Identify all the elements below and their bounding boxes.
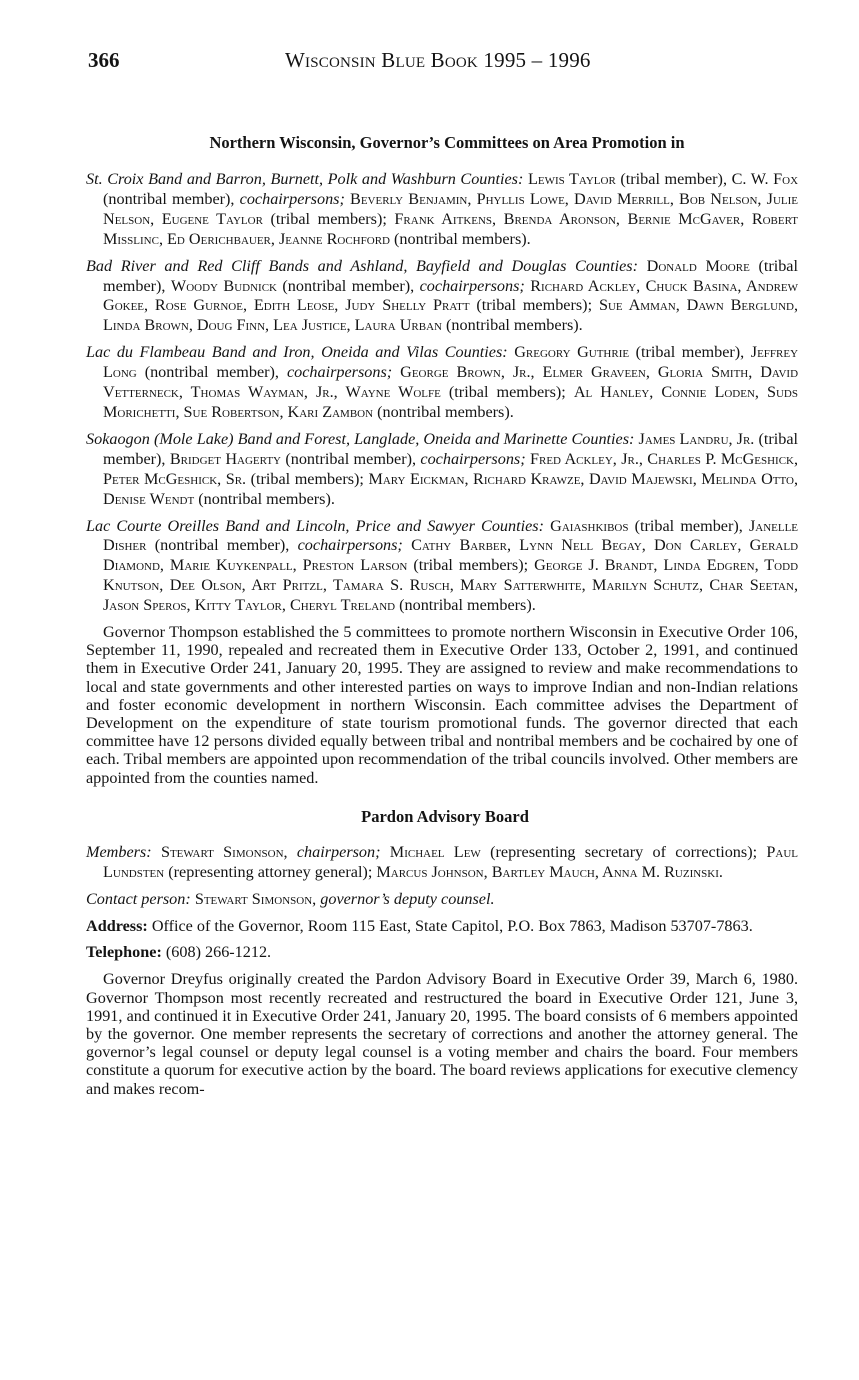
chair-role: (tribal member),: [635, 343, 745, 362]
contact-title: governor’s deputy counsel.: [320, 889, 495, 908]
cochair-label: cochairpersons;: [419, 276, 525, 295]
chair-name: Lewis Taylor: [527, 170, 616, 188]
chair-name: Bridget Hagerty: [169, 449, 281, 468]
tribal-members: Fred Ackley, Jr., Charles P. McGeshick, Peter McGeshick, Sr.: [103, 449, 799, 488]
committee-entry: [86, 430, 798, 510]
chair-role: (nontribal member),: [282, 276, 415, 295]
section-title-northern-wisconsin: Northern Wisconsin, Governor’s Committees on Area Promotion in: [209, 133, 685, 152]
chair-name: James Landru, Jr.: [638, 429, 755, 448]
pardon-telephone: [86, 943, 798, 963]
nontribal-members: Frank Aitkens, Brenda Aronson, Bernie McGaver, Robert Misslinc, Ed Oerichbauer, Jeanne Rochford: [103, 209, 799, 248]
nontribal-suffix: (nontribal members).: [394, 229, 531, 248]
telephone-value: (608) 266-1212.: [165, 943, 272, 962]
chair-role: (tribal member),: [103, 429, 799, 468]
chair-role: (nontribal member),: [144, 363, 279, 382]
cochair-label: cochairpersons;: [420, 449, 526, 468]
telephone-label: Telephone:: [86, 943, 162, 962]
chair-name: Stewart Simonson,: [160, 842, 288, 861]
committee-entry: [86, 257, 798, 337]
running-title: Wisconsin Blue Book 1995 – 1996: [285, 48, 591, 72]
chair-name: Gregory Guthrie: [514, 343, 630, 362]
committee-label: Sokaogon (Mole Lake) Band and Forest, Langlade, Oneida and Marinette Counties:: [86, 429, 635, 448]
tribal-suffix: (tribal members);: [413, 556, 529, 575]
chair-name: Gaiashkibos: [550, 516, 629, 535]
chair-role: (nontribal member),: [285, 449, 417, 468]
nontribal-members: George J. Brandt, Linda Edgren, Todd Knutson, Dee Olson, Art Pritzl, Tamara S. Rusch, Mary Satterwhite, Marilyn Schutz, Char Seetan, Jason Speros, Kitty Taylor, Cheryl Treland: [103, 556, 799, 615]
chair-role: (nontribal member),: [103, 189, 235, 208]
pardon-description: Governor Dreyfus originally created the Pardon Advisory Board in Executive Order 39, March 6, 1980. Governor Thompson most recently recreated and restructured the board in Executive Order 121, June 3, 1991, and continued it in Executive Order 241, January 20, 1995. The board consists of 6 members appointed by the governor. One member represents the secretary of corrections and another the attorney general. The governor’s legal counsel or deputy legal counsel is a voting member and chairs the board. Four members constitute a quorum for executive action by the board. The board reviews applications for executive clemency and makes recom-: [86, 970, 798, 1098]
chair-name: Donald Moore: [646, 256, 750, 275]
member-note: (representing attorney general);: [168, 862, 373, 881]
address-value: Office of the Governor, Room 115 East, State Capitol, P.O. Box 7863, Madison 53707-7863.: [151, 916, 753, 935]
committee-list: [86, 170, 798, 616]
tribal-members: Beverly Benjamin, Phyllis Lowe, David Merrill, Bob Nelson, Julie Nelson, Eugene Taylor: [103, 189, 798, 228]
tribal-suffix: (tribal members);: [250, 469, 364, 488]
tribal-members: George Brown, Jr., Elmer Graveen, Gloria Smith, David Vetterneck, Thomas Wayman, Jr., Wayne Wolfe: [103, 363, 799, 402]
chair-name: Jeffrey Long: [103, 343, 799, 382]
committee-entry: [86, 170, 798, 250]
pardon-contact-person: [86, 890, 798, 910]
chair-role: (tribal member),: [634, 516, 743, 535]
tribal-suffix: (tribal members);: [476, 296, 593, 315]
page-header: [88, 48, 808, 80]
page-content: [86, 130, 798, 1098]
committee-entry: [86, 517, 798, 617]
contact-label: Contact person:: [86, 889, 191, 908]
committee-entry: [86, 343, 798, 423]
nontribal-suffix: (nontribal members).: [399, 596, 536, 615]
contact-name: Stewart Simonson,: [194, 889, 317, 908]
tribal-members: Richard Ackley, Chuck Basina, Andrew Gokee, Rose Gurnoe, Edith Leose, Judy Shelly Pratt: [103, 276, 799, 315]
nontribal-members: Sue Amman, Dawn Berglund, Linda Brown, Doug Finn, Lea Justice, Laura Urban: [103, 296, 798, 335]
chair-role: (tribal member),: [103, 256, 798, 295]
member-note: (representing secretary of corrections);: [490, 842, 758, 861]
chair-name: C. W. Fox: [731, 170, 799, 188]
chair-role: (nontribal member),: [154, 536, 290, 555]
chair-role: chairperson;: [296, 842, 381, 861]
tribal-suffix: (tribal members);: [448, 383, 566, 402]
committee-label: St. Croix Band and Barron, Burnett, Polk and Washburn Counties:: [86, 170, 524, 188]
pardon-address: [86, 917, 798, 937]
cochair-label: cochairpersons;: [297, 536, 403, 555]
cochair-label: cochairpersons;: [286, 363, 393, 382]
committee-label: Lac du Flambeau Band and Iron, Oneida and Vilas Counties:: [86, 343, 508, 362]
member-name: Paul Lundsten: [103, 842, 799, 881]
chair-role: (tribal member),: [620, 170, 727, 188]
section-title-pardon-advisory-board: Pardon Advisory Board: [361, 806, 529, 826]
nontribal-suffix: (nontribal members).: [198, 489, 335, 508]
northern-description: Governor Thompson established the 5 committees to promote northern Wisconsin in Executive Order 106, September 11, 1990, repealed and recreated them in Executive Order 133, October 2, 1991, and continued them in Executive Order 241, January 20, 1995. They are assigned to review and make recommendations to local and state governments and other interested parties on ways to improve Indian and non-Indian relations and foster economic development in northern Wisconsin. Each committee advises the Department of Development on the expenditure of state tourism promotional funds. The governor directed that each committee have 12 persons divided equally between tribal and nontribal members and be cochaired by one of each. Tribal members are appointed upon recommendation of the tribal councils involved. Other members are appointed from the counties named.: [86, 623, 798, 787]
chair-name: Woody Budnick: [170, 276, 277, 295]
nontribal-members: Al Hanley, Connie Loden, Suds Morichetti, Sue Robertson, Kari Zambon: [103, 383, 798, 421]
pardon-members: [86, 843, 798, 883]
member-names: Marcus Johnson, Bartley Mauch, Anna M. Ruzinski.: [376, 862, 723, 881]
tribal-suffix: (tribal members);: [270, 209, 387, 228]
tribal-members: Cathy Barber, Lynn Nell Begay, Don Carley, Gerald Diamond, Marie Kuykenpall, Preston Larson: [103, 536, 799, 575]
page-number: 366: [88, 48, 120, 72]
nontribal-suffix: (nontribal members).: [377, 402, 514, 421]
member-name: Michael Lew: [389, 842, 481, 861]
address-label: Address:: [86, 916, 148, 935]
committee-label: Bad River and Red Cliff Bands and Ashland, Bayfield and Douglas Counties:: [86, 256, 638, 275]
committee-label: Lac Courte Oreilles Band and Lincoln, Price and Sawyer Counties:: [86, 516, 544, 535]
chair-name: Janelle Disher: [103, 516, 799, 555]
members-label: Members:: [86, 842, 152, 861]
cochair-label: cochairpersons;: [239, 189, 345, 208]
nontribal-members: Mary Eickman, Richard Krawze, David Majewski, Melinda Otto, Denise Wendt: [103, 469, 799, 508]
nontribal-suffix: (nontribal members).: [446, 316, 583, 335]
